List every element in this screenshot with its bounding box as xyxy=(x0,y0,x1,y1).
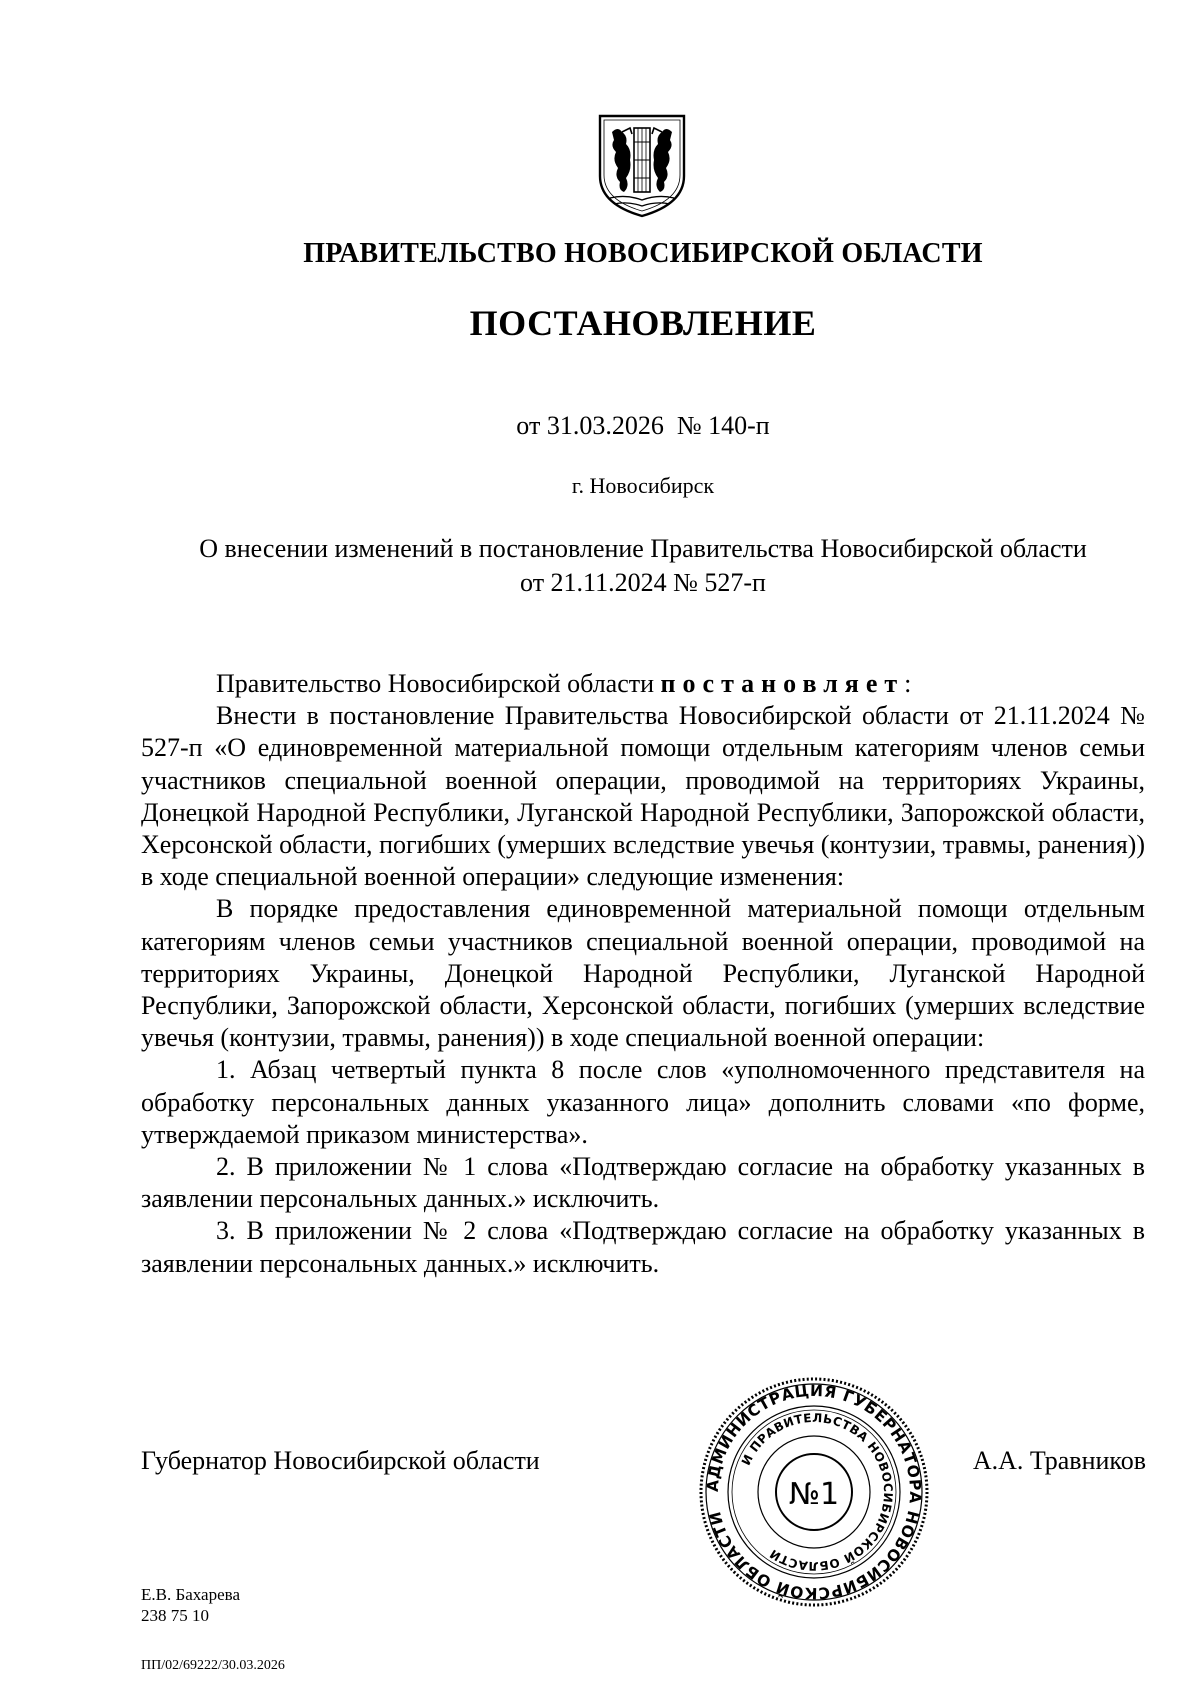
document-type-heading: ПОСТАНОВЛЕНИЕ xyxy=(469,303,817,343)
document-city: г. Новосибирск xyxy=(571,473,715,498)
decree-word: постановляет xyxy=(660,669,905,698)
decree-prefix: Правительство Новосибирской области xyxy=(216,669,661,698)
order-intro-paragraph: В порядке предоставления единовременной материальной помощи отдельным категориям членов семьи участников специальной военной операции, проводимой на территориях Украины, Донецкой Народной Республики, Луганской Народной Республики, Запорожской области, Херсонской области, погибших (умерших вследствие увечья (контузии, травмы, ранения)) в ходе специальной военной операции: xyxy=(141,894,1145,1053)
amendment-item-2: 2. В приложении № 1 слова «Подтверждаю согласие на обработку указанных в заявлении персональных данных.» исключить. xyxy=(141,1152,1145,1214)
signatory-name: А.А. Травников xyxy=(972,1446,1146,1475)
official-seal-stamp xyxy=(698,1376,930,1608)
subject-line-1: О внесении изменений в постановление Правительства Новосибирской области xyxy=(199,534,1087,563)
decree-paragraph xyxy=(141,668,1145,700)
executor-name: Е.В. Бахарева xyxy=(141,1585,240,1604)
executor-phone: 238 75 10 xyxy=(141,1606,209,1625)
signatory-title: Губернатор Новосибирской области xyxy=(141,1446,540,1475)
executor-info xyxy=(141,1584,240,1626)
intro-paragraph: Внести в постановление Правительства Новосибирской области от 21.11.2024 № 527-п «О единовременной материальной помощи отдельным категориям членов семьи участников специальной военной операции, проводимой на территориях Украины, Донецкой Народной Республики, Луганской Народной Республики, Запорожской области, Херсонской области, погибших (умерших вследствие увечья (контузии, травмы, ранения)) в ходе специальной военной операции» следующие изменения: xyxy=(141,701,1145,892)
coat-of-arms-emblem xyxy=(596,112,688,220)
decree-suffix: : xyxy=(904,669,912,698)
subject-line-2: от 21.11.2024 № 527-п xyxy=(520,568,766,597)
document-date-number: от 31.03.2026 № 140-п xyxy=(516,411,770,440)
seal-center-number: №1 xyxy=(788,1477,840,1512)
organization-title: ПРАВИТЕЛЬСТВО НОВОСИБИРСКОЙ ОБЛАСТИ xyxy=(303,238,983,269)
document-body xyxy=(141,668,1145,1280)
amendment-item-3: 3. В приложении № 2 слова «Подтверждаю согласие на обработку указанных в заявлении персональных данных.» исключить. xyxy=(141,1216,1145,1278)
seal-outer-text: АДМИНИСТРАЦИЯ ГУБЕРНАТОРА НОВОСИБИРСКОЙ ОБЛАСТИ xyxy=(703,1381,925,1603)
amendment-item-1: 1. Абзац четвертый пункта 8 после слов «уполномоченного представителя на обработку персональных данных указанного лица» дополнить словами «по форме, утверждаемой приказом министерства». xyxy=(141,1055,1145,1149)
registration-number: ПП/02/69222/30.03.2026 xyxy=(141,1658,285,1673)
seal-inner-text: И ПРАВИТЕЛЬСТВА НОВОСИБИРСКОЙ ОБЛАСТИ xyxy=(738,1410,896,1574)
document-subject xyxy=(140,532,1146,600)
